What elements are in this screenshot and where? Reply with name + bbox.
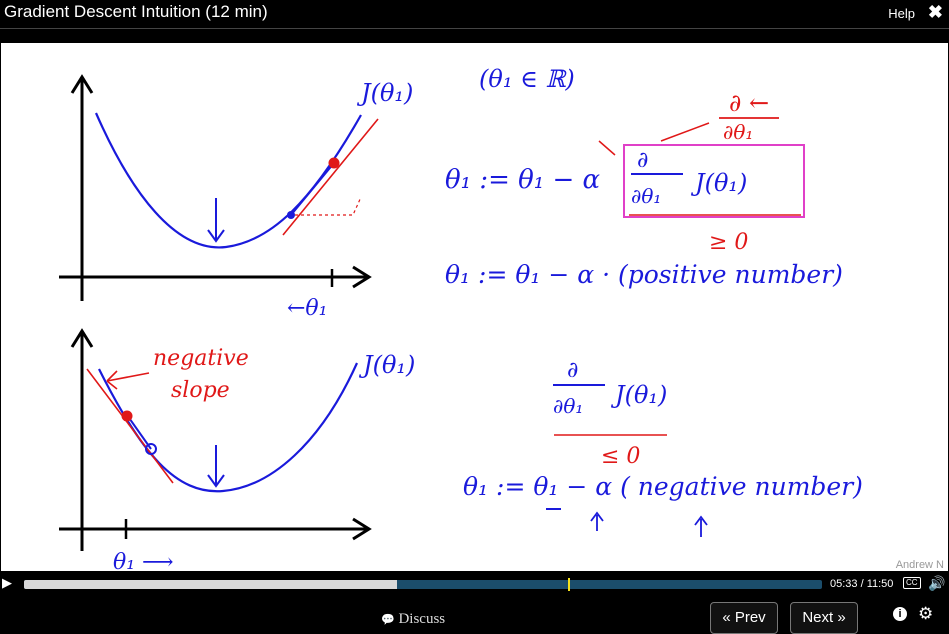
top-domain-note: (θ₁ ∈ ℝ) xyxy=(479,65,575,93)
bottom-result-rule: θ₁ := θ₁ − α ( negative number) xyxy=(463,472,863,501)
whiteboard-slide xyxy=(1,43,948,571)
top-result-rule: θ₁ := θ₁ − α · (positive number) xyxy=(445,260,843,289)
bottom-derivative-function: J(θ₁) xyxy=(615,381,668,409)
time-separator: / xyxy=(857,578,867,590)
top-cost-curve xyxy=(96,113,361,247)
top-current-point xyxy=(329,158,340,169)
bottom-derivative-numerator: ∂ xyxy=(567,358,579,383)
current-time: 05:33 xyxy=(830,578,858,590)
title-separator xyxy=(0,28,949,43)
top-red-pointer xyxy=(599,123,709,155)
top-derivative-sign: ≥ 0 xyxy=(709,230,749,255)
top-x-label: ←θ₁ xyxy=(287,296,328,321)
top-new-point xyxy=(287,211,295,219)
bottom-derivative-denominator: ∂θ₁ xyxy=(553,394,584,418)
total-time: 11:50 xyxy=(866,578,894,590)
top-slope-triangle xyxy=(289,197,361,215)
video-frame[interactable] xyxy=(1,43,948,571)
progress-played xyxy=(24,580,397,589)
top-derivative-function: J(θ₁) xyxy=(695,169,748,197)
bottom-slope-label-2: slope xyxy=(171,378,230,403)
top-minimum-arrow xyxy=(208,198,224,241)
captions-button[interactable]: CC xyxy=(903,577,921,589)
window-title: Gradient Descent Intuition (12 min) xyxy=(4,2,268,21)
bottom-current-point xyxy=(122,411,133,422)
bottom-minimum-arrow xyxy=(208,445,224,486)
top-partial-annotation: ∂ ← xyxy=(729,89,770,117)
player-controls xyxy=(0,571,949,597)
discuss-link[interactable] xyxy=(381,611,445,628)
bottom-tangent-line xyxy=(87,369,173,483)
title-bar xyxy=(0,0,949,28)
lecture-footer xyxy=(0,597,949,632)
play-icon[interactable]: ▶ xyxy=(2,575,12,590)
speech-bubble-icon: 💬 xyxy=(381,614,395,626)
help-link[interactable]: Help xyxy=(888,6,915,21)
top-descent-step xyxy=(291,163,334,215)
bottom-slope-label-1: negative xyxy=(153,346,249,371)
progress-track[interactable] xyxy=(24,580,822,589)
bottom-graph xyxy=(59,331,863,571)
progress-marker xyxy=(568,578,570,591)
bottom-x-label: θ₁ ⟶ xyxy=(113,550,174,571)
top-update-rule: θ₁ := θ₁ − α xyxy=(445,165,601,195)
gear-icon[interactable]: ⚙ xyxy=(918,604,934,623)
instructor-watermark: Andrew N xyxy=(895,559,944,571)
top-graph xyxy=(59,65,843,321)
info-icon[interactable]: i xyxy=(893,607,907,621)
next-button[interactable]: Next » xyxy=(790,602,858,634)
bottom-up-arrow-2 xyxy=(695,517,707,537)
discuss-label: Discuss xyxy=(398,611,446,627)
close-icon[interactable]: ✖ xyxy=(927,2,943,22)
top-derivative-numerator: ∂ xyxy=(637,148,649,173)
bottom-slope-pointer xyxy=(107,371,149,389)
timecode xyxy=(830,578,893,590)
bottom-cost-label: J(θ₁) xyxy=(363,351,416,379)
volume-icon[interactable]: 🔊 xyxy=(928,575,946,591)
bottom-up-arrow-1 xyxy=(591,513,603,531)
top-partial-denominator: ∂θ₁ xyxy=(723,120,754,144)
bottom-derivative-sign: ≤ 0 xyxy=(601,444,641,469)
top-cost-label: J(θ₁) xyxy=(361,79,414,107)
prev-button[interactable]: « Prev xyxy=(710,602,778,634)
top-derivative-denominator: ∂θ₁ xyxy=(631,184,662,208)
top-tangent-line xyxy=(283,119,378,235)
